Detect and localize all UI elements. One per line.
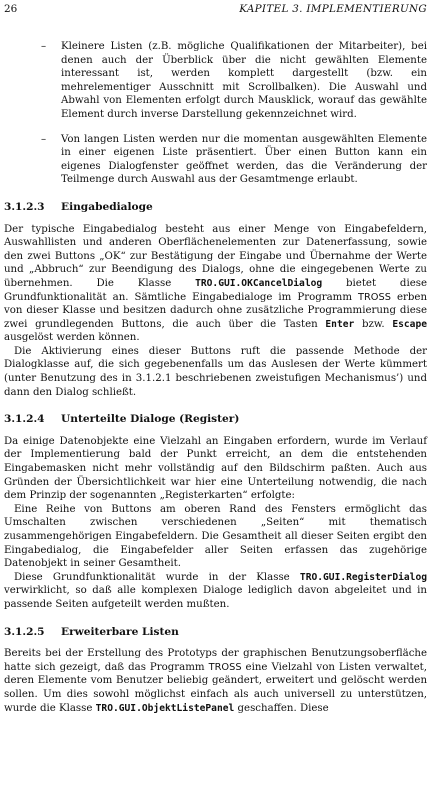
key-name: Escape [392, 318, 427, 330]
class-name: TRO.GUI.OKCancelDialog [195, 277, 323, 289]
page-number: 26 [4, 3, 18, 15]
chapter-title: KAPITEL 3. IMPLEMENTIERUNG [239, 3, 427, 15]
paragraph: Eine Reihe von Buttons am oberen Rand des Fensters ermöglicht das Umschalten zwischen verschiedenen „Seiten“ mit thematisch zusammengehörigen Eingabefeldern. Die Gesamtheit all dieser Seiten ergibt den Eingabedialog, die Eingabefelder aller Seiten erfassen das zugehörige Datenobjekt in seiner Gesamtheit. [4, 503, 427, 570]
section-heading [4, 626, 427, 640]
dash-marker: – [41, 41, 47, 52]
section-number: 3.1.2.4 [4, 413, 45, 426]
key-name: Enter [325, 318, 355, 330]
list-item: – Kleinere Listen (z.B. mögliche Qualifikationen der Mitarbeiter), bei denen auch der Überblick über die nicht gewählten Elemente interessant ist, werden komplett dargestellt (bzw. ein mehrelementiger Ausschnitt mit Scrollbalken). Die Auswahl und Abwahl von Elementen erfolgt durch Mausklick, worauf das gewählte Element durch inverse Darstellung gekennzeichnet wird. [41, 41, 427, 120]
paragraph: Diese Grundfunktionalität wurde in der Klasse TRO.GUI.RegisterDialog verwirklicht, so daß alle komplexen Dialoge lediglich davon abgeleitet und in passende Seiten aufgeteilt werden mußten. [4, 571, 427, 610]
bullet-list [4, 40, 427, 187]
paragraph: Bereits bei der Erstellung des Prototyps der graphischen Benutzungsoberfläche hatte sich gezeigt, daß das Programm TROSS eine Vielzahl von Listen verwaltet, deren Elemente vom Benutzer beliebig geändert, erweitert und gelöscht werden sollen. Um dies sowohl möglichst einfach als auch universell zu unterstützen, wurde die Klasse TRO.GUI.ObjektListePanel geschaffen. Diese [4, 648, 427, 714]
class-name: TRO.GUI.ObjektListePanel [95, 702, 235, 714]
class-name: TRO.GUI.RegisterDialog [299, 571, 427, 583]
section-heading [4, 413, 427, 427]
paragraph: Der typische Eingabedialog besteht aus einer Menge von Eingabefeldern, Auswahllisten und anderen Oberflächenelementen zur Datenerfassung, sowie den zwei Buttons „OK“ zur Bestätigung der Eingabe und Übernahme der Werte und „Abbruch“ zur Beendigung des Dialogs, ohne die eingegebenen Werte zu übernehmen. Die Klasse TRO.GUI.OKCancelDialog bietet diese Grundfunktionalität an. Sämtliche Eingabedialoge im Programm TROSS erben von dieser Klasse und besitzen dadurch ohne zusätzliche Programmierung diese zwei grundlegenden Buttons, die auch über die Tasten Enter bzw. Escape ausgelöst werden können. [4, 223, 428, 344]
dash-marker: – [41, 133, 47, 145]
section-title: Unterteilte Dialoge (Register) [61, 413, 240, 426]
page-body [4, 40, 427, 715]
program-name: TROSS [358, 291, 391, 303]
section-title: Eingabedialoge [61, 200, 153, 213]
paragraph: Da einige Datenobjekte eine Vielzahl an Eingaben erfordern, wurde im Verlauf der Implementierung bald der Punkt erreicht, an dem die entstehenden Eingabemasken nicht mehr vollständig auf den Bildschirm paßten. Auch aus Gründen der Übersichtlichkeit war hier eine Unterteilung notwendig, die nach dem Prinzip der sogenannten „Registerkarten“ erfolgte: [4, 435, 427, 502]
running-header [4, 3, 427, 17]
paragraph: Die Aktivierung eines dieser Buttons ruft die passende Methode der Dialogklasse auf, die sich gegebenenfalls um das Auslesen der Werte kümmert (unter Benutzung des in 3.1.2.1 beschriebenen zweistufigen Mechanismus’) und dann den Dialog schließt. [4, 345, 427, 398]
section-title: Erweiterbare Listen [61, 625, 179, 638]
program-name: TROSS [208, 661, 242, 673]
list-item: – Von langen Listen werden nur die momentan ausgewählten Elemente in einer eigenen Liste präsentiert. Über einen Button kann ein eigenes Dialogfenster geöffnet werden, das die Veränderung der Teilmenge durch Auswahl aus der Gesamtmenge erlaubt. [41, 133, 427, 186]
section-heading [4, 201, 427, 215]
section-number: 3.1.2.3 [4, 200, 45, 213]
section-number: 3.1.2.5 [4, 625, 45, 638]
